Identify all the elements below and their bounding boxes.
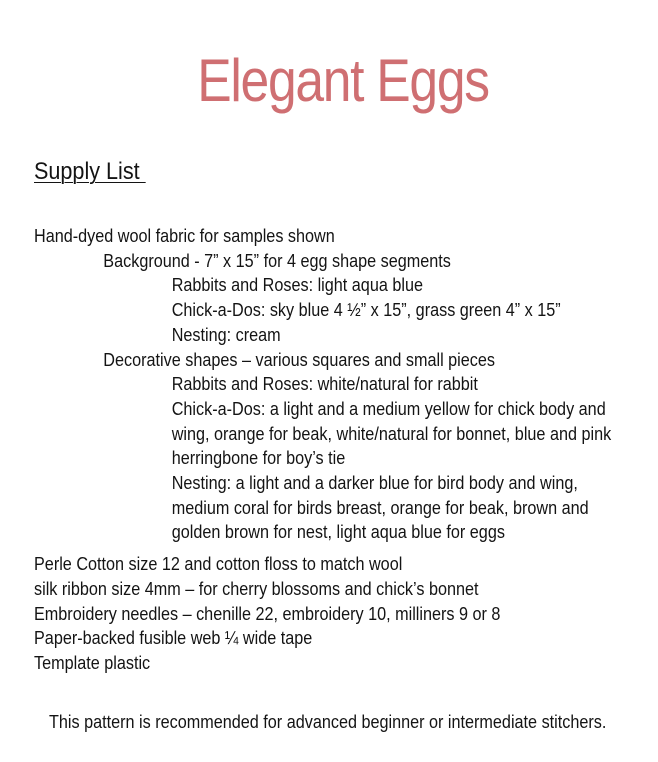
decorative-rabbits-item: Rabbits and Roses: white/natural for rabbit: [171, 374, 478, 395]
fusible-web-item: Paper-backed fusible web ¼ wide tape: [34, 628, 313, 649]
background-nesting-item: Nesting: cream: [171, 324, 281, 345]
silk-ribbon-item: silk ribbon size 4mm – for cherry blossoms and chick’s bonnet: [34, 578, 479, 599]
supply-list: [34, 224, 628, 676]
page-title: Elegant Eggs: [197, 47, 489, 114]
decorative-nesting-item: Nesting: a light and a darker blue for bird body and wing, medium coral for birds breast, orange for beak, brown and golden brown for nest, light aqua blue for eggs: [171, 473, 589, 543]
template-plastic-item: Template plastic: [34, 652, 151, 673]
decorative-chick-item: Chick-a-Dos: a light and a medium yellow for chick body and wing, orange for beak, white/natural for bonnet, blue and pink herringbone for boy’s tie: [171, 398, 612, 469]
background-rabbits-item: Rabbits and Roses: light aqua blue: [171, 275, 423, 296]
background-chick-item: Chick-a-Dos: sky blue 4 ½” x 15”, grass green 4” x 15”: [171, 300, 561, 321]
supply-list-heading: Supply List: [34, 158, 146, 185]
skill-level-note: This pattern is recommended for advanced beginner or intermediate stitchers.: [49, 712, 607, 732]
background-item: Background - 7” x 15” for 4 egg shape segments: [103, 250, 451, 271]
wool-fabric-item: Hand-dyed wool fabric for samples shown: [34, 226, 335, 246]
decorative-shapes-item: Decorative shapes – various squares and small pieces: [103, 349, 496, 370]
embroidery-needles-item: Embroidery needles – chenille 22, embroidery 10, milliners 9 or 8: [34, 603, 501, 624]
perle-cotton-item: Perle Cotton size 12 and cotton floss to match wool: [34, 554, 403, 575]
